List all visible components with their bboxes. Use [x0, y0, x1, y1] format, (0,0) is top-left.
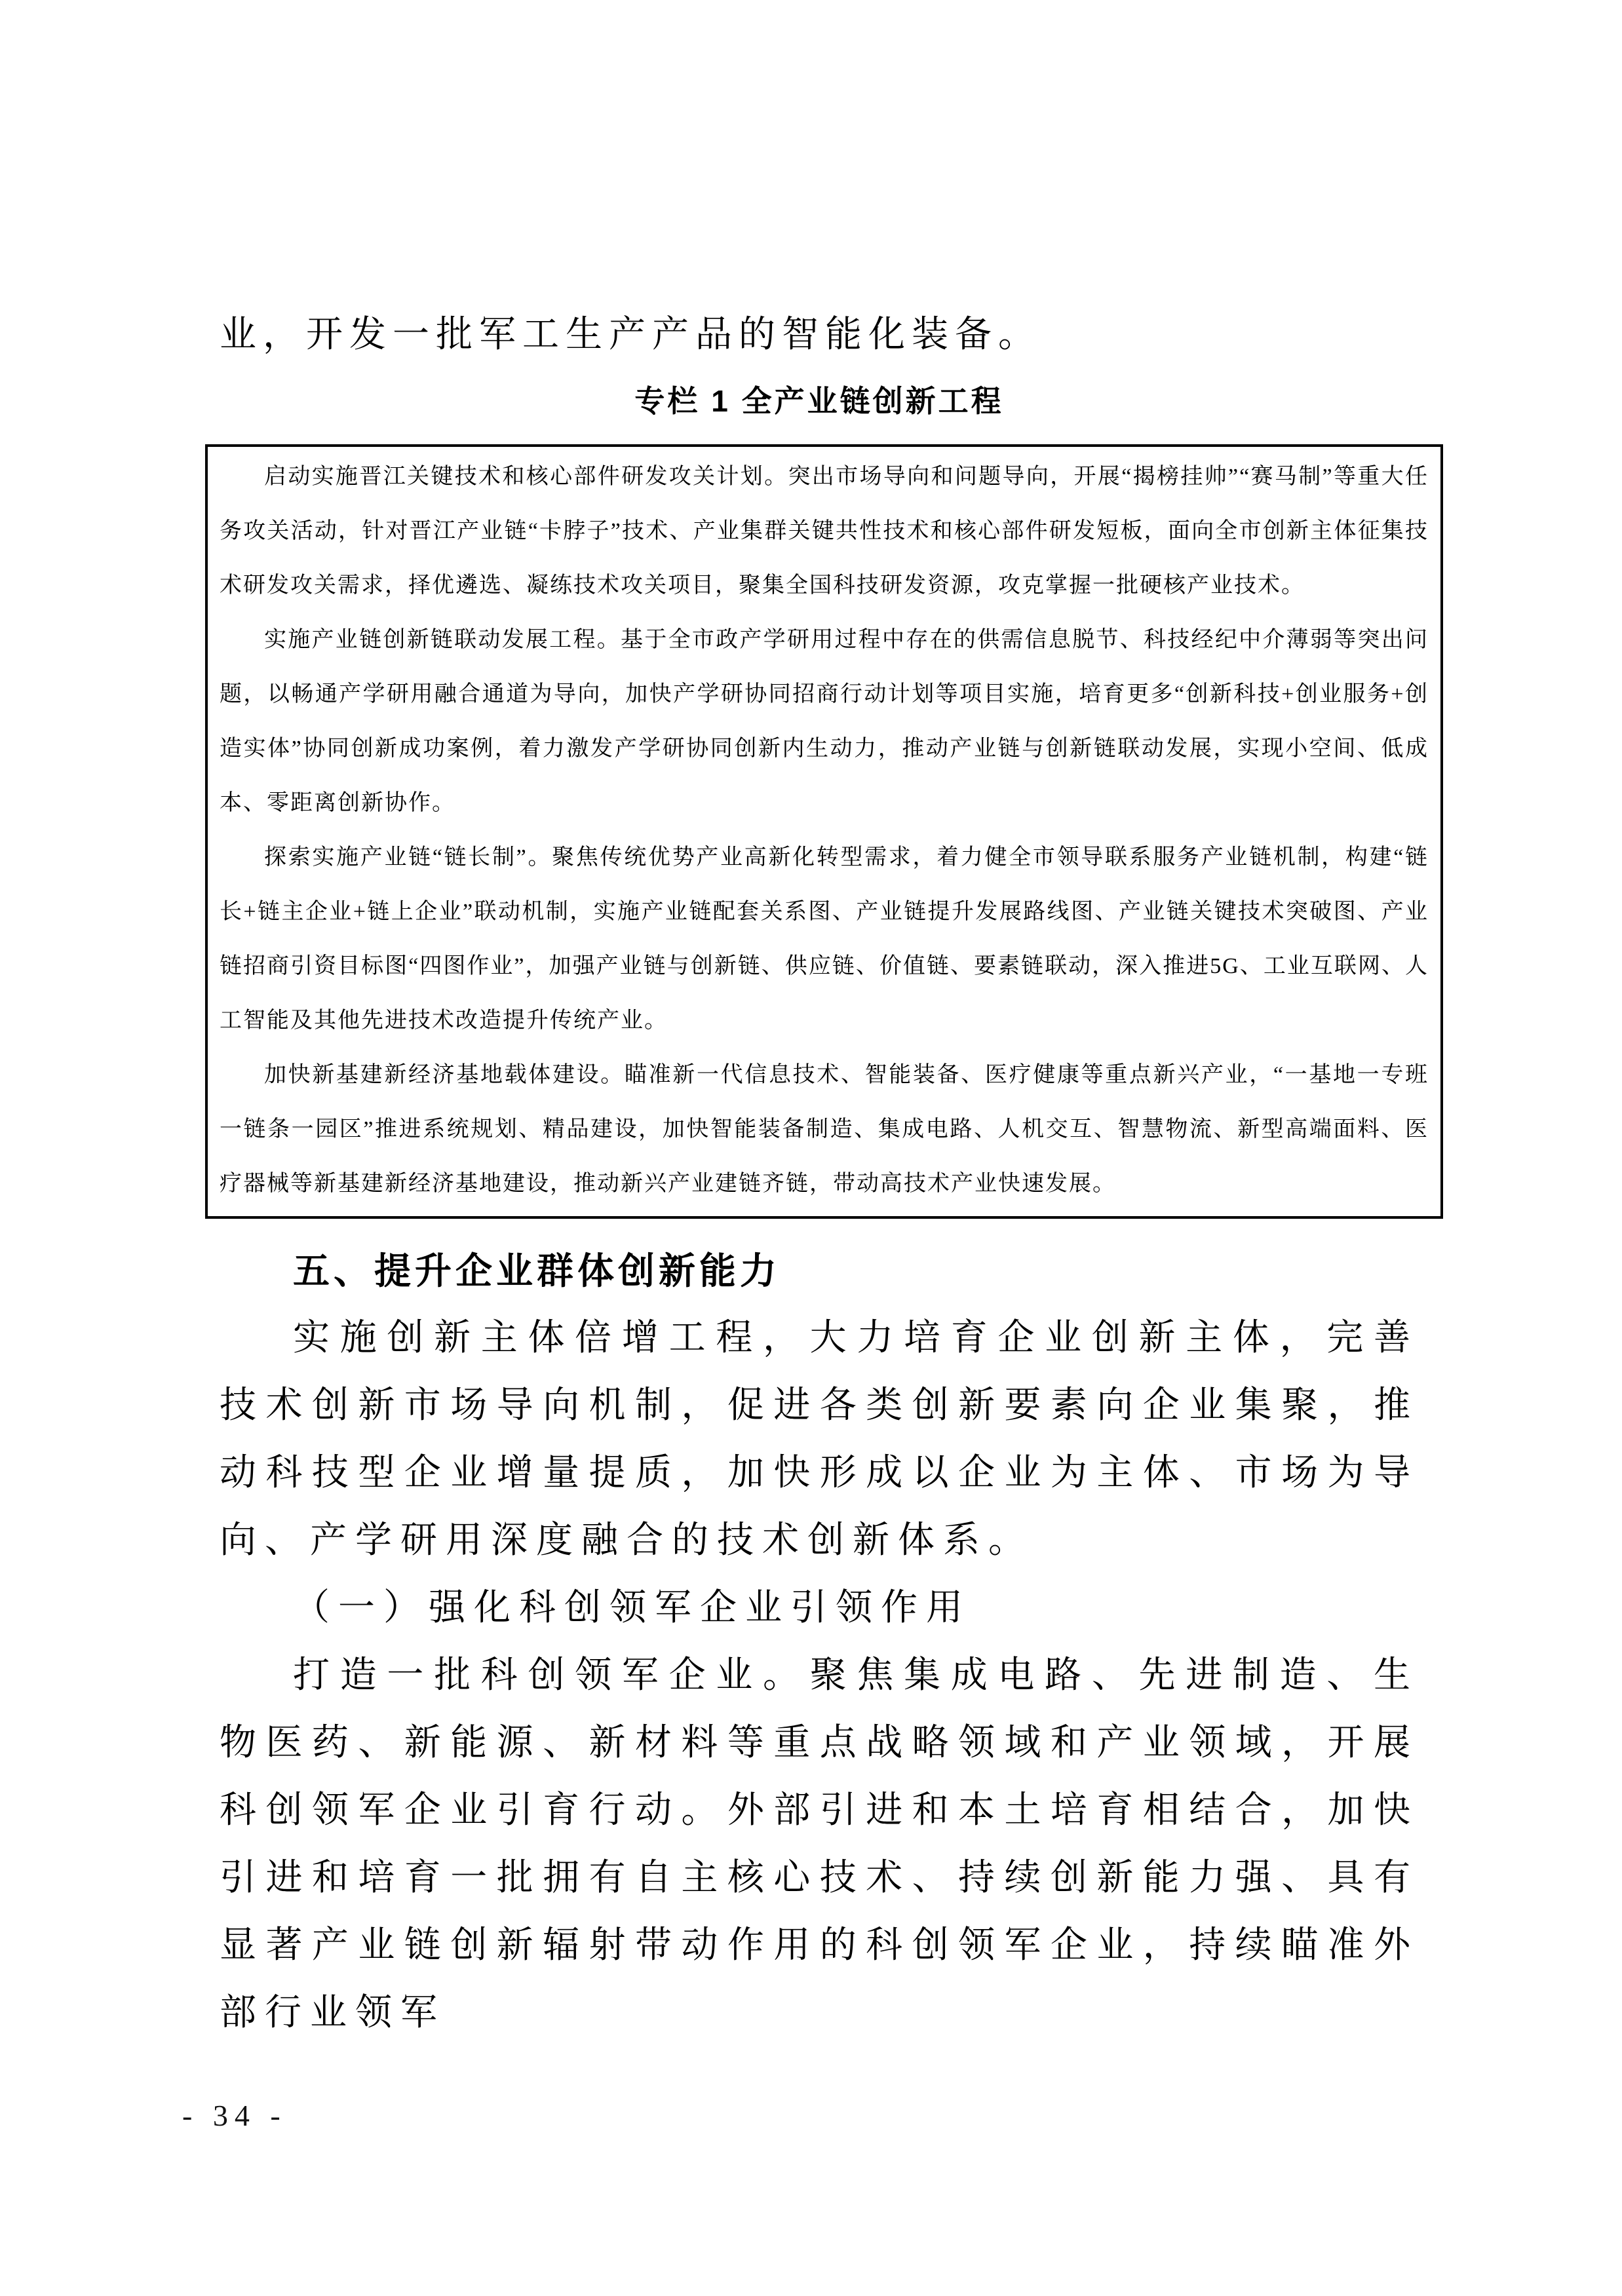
- body-paragraph: 打造一批科创领军企业。聚焦集成电路、先进制造、生物医药、新能源、新材料等重点战略领域和产业领域，开展科创领军企业引育行动。外部引进和本土培育相结合，加快引进和培育一批拥有自主核心技术、持续创新能力强、具有显著产业链创新辐射带动作用的科创领军企业，持续瞄准外部行业领军: [220, 1655, 1419, 2033]
- box-title: 专栏 1 全产业链创新工程: [634, 384, 1004, 418]
- intro-continuation-line: 业，开发一批军工生产产品的智能化装备。: [220, 315, 1041, 355]
- box-paragraph: 探索实施产业链“链长制”。聚焦传统优势产业高新化转型需求，着力健全市领导联系服务产业链机制，构建“链长+链主企业+链上企业”联动机制，实施产业链配套关系图、产业链提升发展路线图、产业链关键技术突破图、产业链招商引资目标图“四图作业”，加强产业链与创新链、供应链、价值链、要素链联动，深入推进5G、工业互联网、人工智能及其他先进技术改造提升传统产业。: [220, 845, 1429, 1033]
- section-heading: 五、提升企业群体创新能力: [293, 1250, 781, 1292]
- box-paragraph: 实施产业链创新链联动发展工程。基于全市政产学研用过程中存在的供需信息脱节、科技经纪中介薄弱等突出问题，以畅通产学研用融合通道为导向，加快产学研协同招商行动计划等项目实施，培育更多“创新科技+创业服务+创造实体”协同创新成功案例，着力激发产学研协同创新内生动力，推动产业链与创新链联动发展，实现小空间、低成本、零距离创新协作。: [220, 628, 1429, 815]
- box-paragraph: 加快新基建新经济基地载体建设。瞄准新一代信息技术、智能装备、医疗健康等重点新兴产业，“一基地一专班一链条一园区”推进系统规划、精品建设，加快智能装备制造、集成电路、人机交互、智慧物流、新型高端面料、医疗器械等新基建新经济基地建设，推动新兴产业建链齐链，带动高技术产业快速发展。: [220, 1063, 1429, 1196]
- feature-box: [205, 444, 1443, 1219]
- box-paragraph: 启动实施晋江关键技术和核心部件研发攻关计划。突出市场导向和问题导向，开展“揭榜挂帅”“赛马制”等重大任务攻关活动，针对晋江产业链“卡脖子”技术、产业集群关键共性技术和核心部件研发短板，面向全市创新主体征集技术研发攻关需求，择优遴选、凝练技术攻关项目，聚集全国科技研发资源，攻克掌握一批硬核产业技术。: [220, 465, 1429, 598]
- body-paragraph: 实施创新主体倍增工程，大力培育企业创新主体，完善技术创新市场导向机制，促进各类创新要素向企业集聚，推动科技型企业增量提质，加快形成以企业为主体、市场为导向、产学研用深度融合的技术创新体系。: [220, 1318, 1419, 1561]
- page-number: - 34 -: [182, 2099, 287, 2132]
- text-column: [220, 0, 1429, 2047]
- sub-heading: （一）强化科创领军企业引领作用: [293, 1588, 971, 1628]
